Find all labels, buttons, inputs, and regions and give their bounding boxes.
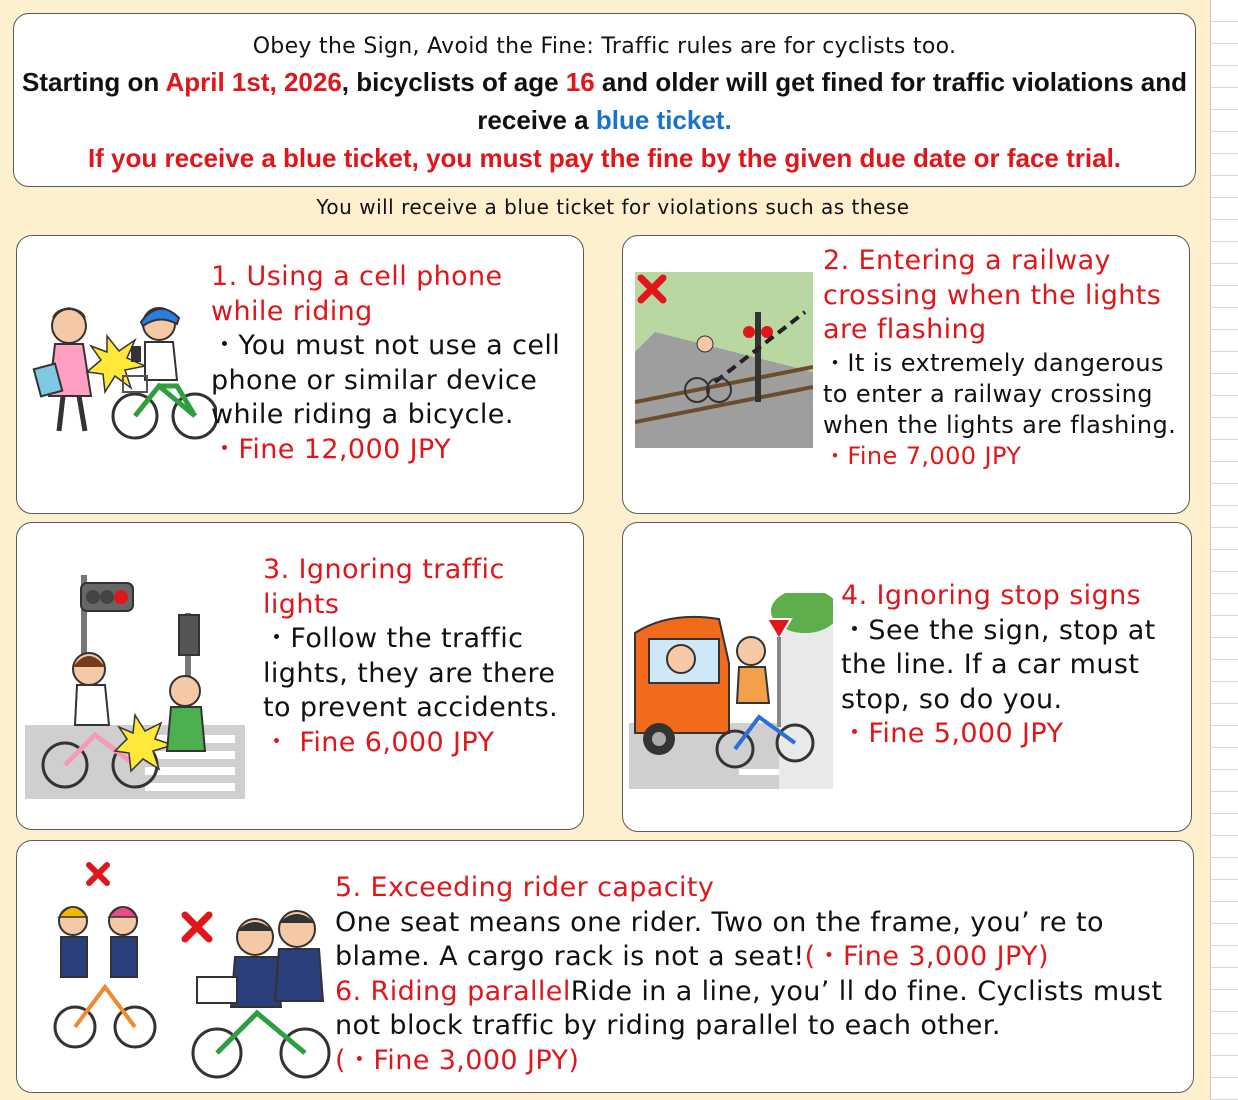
violation-card-2 xyxy=(622,235,1190,514)
violation-text-3 xyxy=(263,553,583,761)
violation-fine: ・ Fine 6,000 JPY xyxy=(263,726,495,758)
violation-fine-5: (・Fine 3,000 JPY) xyxy=(804,941,1049,973)
violation-description-6: Ride in a line, you’ ll do fine. Cyclists must not block traffic by riding parallel to each other. xyxy=(335,975,1163,1042)
violation-fine: ・Fine 7,000 JPY xyxy=(823,441,1022,470)
violation-description: ・Follow the traffic lights, they are there to prevent accidents. xyxy=(263,623,559,724)
violation-card-3 xyxy=(16,522,584,830)
violation-text-1 xyxy=(211,260,571,468)
tandem-riders-illustration xyxy=(27,857,337,1087)
violation-text-4 xyxy=(841,579,1189,752)
blue-ticket-text: blue ticket. xyxy=(595,105,732,135)
violation-title-6: 6. Riding parallel xyxy=(335,975,571,1007)
x-mark-icon xyxy=(89,865,107,883)
violation-description-5: One seat means one rider. Two on the frame, you’ re to blame. A cargo rack is not a seat!(・Fine 3,000 JPY) xyxy=(335,906,1104,973)
age-limit: 16 xyxy=(565,67,595,97)
violation-fine-6: (・Fine 3,000 JPY) xyxy=(335,1044,580,1076)
header-tagline: Obey the Sign, Avoid the Fine: Traffic rules are for cyclists too. xyxy=(252,34,957,59)
header-announcement: Starting on April 1st, 2026, bicyclists of age 16 and older will get fined for traffic violations and receive a blue ticket. xyxy=(22,67,1187,135)
violation-text-2 xyxy=(823,244,1191,472)
stop-sign-illustration xyxy=(629,593,833,789)
violation-text-5-6 xyxy=(335,871,1185,1079)
violation-fine: ・Fine 5,000 JPY xyxy=(841,718,1064,750)
phone-rider-illustration xyxy=(27,296,217,446)
header-panel xyxy=(13,13,1196,187)
violation-description: ・See the sign, stop at the line. If a car must stop, so do you. xyxy=(841,614,1156,715)
spreadsheet-grid-edge xyxy=(1210,0,1238,1100)
x-mark-icon xyxy=(185,915,209,939)
violation-title-5: 5. Exceeding rider capacity xyxy=(335,872,715,903)
violation-title: 3. Ignoring traffic lights xyxy=(263,554,505,620)
violation-card-5-6 xyxy=(16,840,1194,1093)
header-warning: If you receive a blue ticket, you must pay the fine by the given due date or face trial. xyxy=(87,143,1122,173)
section-subtitle: You will receive a blue ticket for violations such as these xyxy=(316,195,910,219)
violation-description: ・It is extremely dangerous to enter a railway crossing when the lights are flashing. xyxy=(823,348,1177,439)
violation-card-1 xyxy=(16,235,584,514)
traffic-light-illustration xyxy=(25,575,245,799)
violation-6 xyxy=(335,975,1185,1044)
violation-title: 1. Using a cell phone while riding xyxy=(211,261,503,327)
violation-fine: ・Fine 12,000 JPY xyxy=(211,433,451,465)
violation-description: ・You must not use a cell phone or similar device while riding a bicycle. xyxy=(211,330,561,431)
start-date: April 1st, 2026 xyxy=(165,67,342,97)
violation-title: 2. Entering a railway crossing when the lights are flashing xyxy=(823,245,1162,346)
violation-card-4 xyxy=(622,522,1192,832)
violation-title: 4. Ignoring stop signs xyxy=(841,580,1142,611)
railway-crossing-illustration xyxy=(635,272,813,448)
